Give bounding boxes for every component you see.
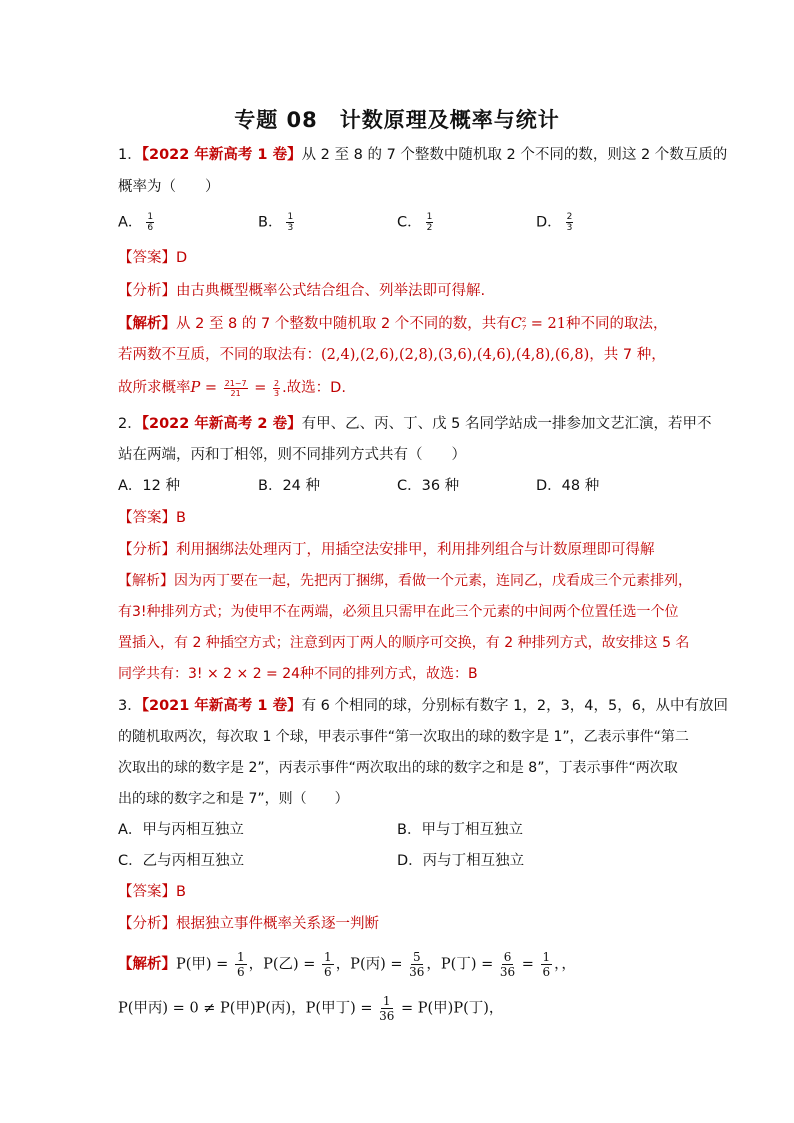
q2-solution-line1: 【解析】因为丙丁要在一起，先把丙丁捆绑，看做一个元素，连同乙，戊看成三个元素排列， bbox=[118, 573, 692, 589]
q3-option-d: D．丙与丁相互独立 bbox=[397, 853, 525, 869]
numerator: 5 bbox=[412, 950, 421, 964]
q1-solution-line3 bbox=[118, 378, 346, 398]
q2-option-b: B．24 种 bbox=[258, 478, 321, 494]
q2-stem-text: 有甲、乙、丙、丁、戊 5 名同学站成一排参加文艺汇演，若甲不 bbox=[301, 416, 712, 432]
denominator: 36 bbox=[499, 965, 516, 979]
q2-answer: 【答案】B bbox=[118, 510, 186, 526]
q2-stem-line2: 站在两端，丙和丁相邻，则不同排列方式共有（ ） bbox=[118, 447, 466, 463]
denominator: 6 bbox=[324, 965, 332, 979]
denominator: 3 bbox=[273, 388, 280, 398]
q3-stem-text: 有 6 个相同的球，分别标有数字 1，2，3，4，5，6，从中有放回 bbox=[301, 698, 728, 714]
q2-solution-line4: 同学共有：3! × 2 × 2 = 24种不同的排列方式，故选：B bbox=[118, 666, 478, 682]
q2-solution-line2: 有3!种排列方式；为使甲不在两端，必须且只需甲在此三个元素的中间两个位置任选一个位 bbox=[118, 604, 679, 620]
numerator: 1 bbox=[542, 950, 551, 964]
q3-stem-line4: 出的球的数字之和是 7”，则（ ） bbox=[118, 791, 349, 807]
numerator: 1 bbox=[324, 950, 332, 964]
numerator: 1 bbox=[382, 994, 391, 1008]
numerator: 1 bbox=[287, 212, 294, 222]
denominator: 21 bbox=[230, 388, 241, 398]
solution-tag: 【解析】 bbox=[118, 316, 176, 332]
solution-tag: 【解析】 bbox=[118, 956, 176, 973]
fraction bbox=[224, 379, 248, 398]
q3-source: 【2021 年新高考 1 卷】 bbox=[141, 698, 302, 714]
q3-solution-line1: 【解析】P(甲) = $\frac{1}{6}$ ，P(乙) = $\frac{1}{6}$ ，P(丙) = $\frac{5}{36}$ ，P(丁) = $\frac{6}{36}$ = $\frac{1}{6}$ ，， bbox=[118, 950, 576, 979]
numerator: 2 bbox=[566, 212, 573, 222]
fraction bbox=[426, 212, 434, 233]
probability-symbol: P = bbox=[190, 380, 222, 396]
q2-analysis: 【分析】利用捆绑法处理丙丁，用插空法安排甲，利用排列组合与计数原理即可得解 bbox=[118, 542, 655, 558]
solution-text: .故选：D. bbox=[282, 380, 346, 396]
prob-bing: ，P(丙) = bbox=[335, 956, 408, 973]
solution-text: 故所求概率 bbox=[118, 380, 191, 396]
denominator: 36 bbox=[379, 1009, 395, 1023]
q1-number: 1． bbox=[118, 147, 142, 163]
q2-stem-line1 bbox=[118, 414, 712, 434]
denominator: 36 bbox=[409, 965, 425, 979]
option-label: C． bbox=[397, 214, 422, 231]
fraction bbox=[500, 950, 515, 979]
q1-analysis: 【分析】由古典概型概率公式结合组合、列举法即可得解. bbox=[118, 283, 486, 299]
fraction bbox=[409, 950, 424, 979]
prob-yi: ，P(乙) = bbox=[248, 956, 321, 973]
q3-analysis: 【分析】根据独立事件概率关系逐一判断 bbox=[118, 916, 379, 932]
denominator: 2 bbox=[426, 223, 433, 233]
option-label: A． bbox=[118, 214, 143, 231]
q3-solution-line2 bbox=[118, 994, 503, 1023]
equals: = bbox=[249, 380, 271, 396]
comb-c: C bbox=[510, 316, 522, 332]
q3-option-a: A．甲与丙相互独立 bbox=[118, 822, 244, 838]
page-title: 专题 08 计数原理及概率与统计 bbox=[234, 108, 560, 132]
numerator: 21−7 bbox=[224, 378, 247, 388]
fraction bbox=[322, 950, 334, 979]
option-label: B． bbox=[258, 214, 283, 231]
q2-source: 【2022 年新高考 2 卷】 bbox=[141, 416, 302, 432]
fraction bbox=[146, 212, 154, 233]
q2-option-a: A．12 种 bbox=[118, 478, 180, 494]
fraction bbox=[541, 950, 553, 979]
q3-number: 3． bbox=[118, 698, 142, 714]
denominator: 6 bbox=[147, 223, 154, 233]
numerator: 6 bbox=[503, 950, 512, 964]
q2-option-d: D．48 种 bbox=[536, 478, 600, 494]
q3-option-b: B．甲与丁相互独立 bbox=[397, 822, 523, 838]
independence-check: = P(甲)P(丁)， bbox=[396, 1000, 504, 1017]
combination-symbol bbox=[511, 316, 526, 332]
numerator: 1 bbox=[147, 212, 154, 222]
q1-stem-line1 bbox=[118, 145, 727, 165]
denominator: 3 bbox=[566, 223, 573, 233]
numerator: 1 bbox=[236, 950, 245, 964]
punctuation: ，， bbox=[554, 956, 576, 973]
option-label: D． bbox=[536, 214, 562, 231]
q1-option-a bbox=[118, 212, 154, 233]
fraction bbox=[235, 950, 247, 979]
denominator: 3 bbox=[287, 223, 294, 233]
solution-text: ，共 7 种， bbox=[589, 347, 666, 363]
q3-stem-line2: 的随机取两次，每次取 1 个球，甲表示事件“第一次取出的球的数字是 1”，乙表示事件“第二 bbox=[118, 729, 689, 745]
q1-source: 【2022 年新高考 1 卷】 bbox=[141, 147, 302, 163]
q3-stem-line1 bbox=[118, 696, 728, 716]
solution-text: = 21种不同的取法， bbox=[526, 316, 668, 332]
q1-option-c bbox=[397, 212, 433, 233]
q1-answer: 【答案】D bbox=[118, 250, 188, 266]
denominator: 6 bbox=[542, 965, 551, 979]
fraction bbox=[379, 994, 394, 1023]
solution-text: 若两数不互质，不同的取法有： bbox=[118, 347, 321, 363]
prob-jia: P(甲) = bbox=[176, 956, 233, 973]
fraction bbox=[286, 212, 294, 233]
q1-solution-line2 bbox=[118, 345, 666, 365]
fraction bbox=[566, 212, 574, 233]
fraction bbox=[273, 379, 280, 398]
q1-option-d bbox=[536, 212, 573, 233]
numerator: 1 bbox=[426, 212, 433, 222]
q1-stem-line2: 概率为（ ） bbox=[118, 179, 220, 195]
q1-option-b bbox=[258, 212, 294, 233]
numerator: 2 bbox=[273, 378, 280, 388]
comb-sup: 2 bbox=[521, 316, 527, 324]
q1-stem-text: 从 2 至 8 的 7 个整数中随机取 2 个不同的数，则这 2 个数互质的 bbox=[301, 147, 728, 163]
q3-answer: 【答案】B bbox=[118, 884, 186, 900]
prob-ding: ，P(丁) = bbox=[426, 956, 498, 973]
q2-number: 2． bbox=[118, 416, 142, 432]
denominator: 6 bbox=[236, 965, 245, 979]
q1-solution-line1 bbox=[118, 314, 667, 334]
comb-sub: 7 bbox=[521, 324, 527, 332]
q2-solution-line3: 置插入，有 2 种插空方式；注意到丙丁两人的顺序可交换，有 2 种排列方式，故安排这 5 名 bbox=[118, 635, 690, 651]
independence-check: P(甲丙) = 0 ≠ P(甲)P(丙)，P(甲丁) = bbox=[118, 1000, 378, 1017]
q3-option-c: C．乙与丙相互独立 bbox=[118, 853, 245, 869]
solution-text: 从 2 至 8 的 7 个整数中随机取 2 个不同的数，共有 bbox=[176, 316, 511, 332]
q3-stem-line3: 次取出的球的数字是 2”，丙表示事件“两次取出的球的数字之和是 8”，丁表示事件“两次取 bbox=[118, 760, 678, 776]
pair-list: (2,4),(2,6),(2,8),(3,6),(4,6),(4,8),(6,8) bbox=[321, 347, 590, 363]
q2-option-c: C．36 种 bbox=[397, 478, 460, 494]
